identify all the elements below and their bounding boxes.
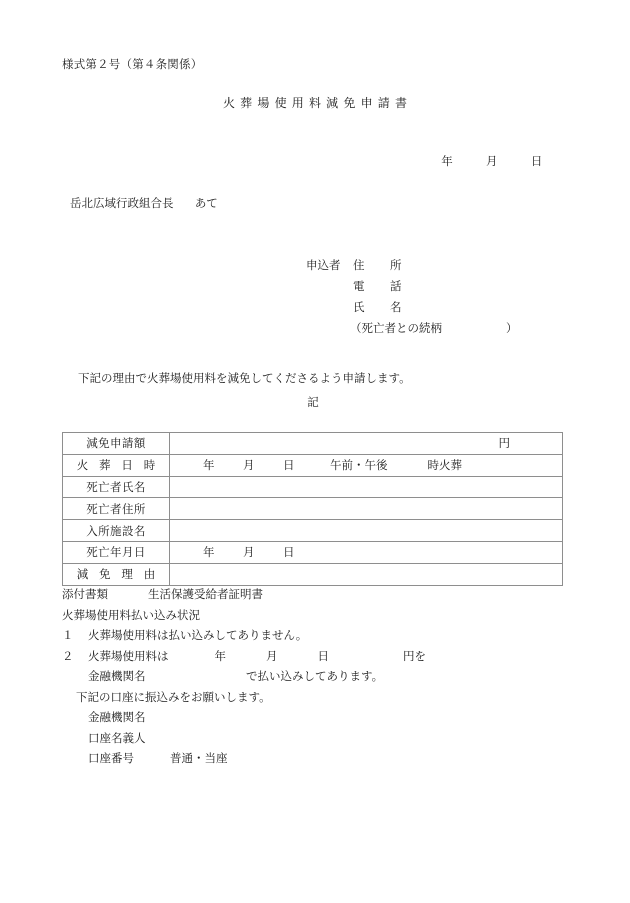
hour-label: 時火葬 (427, 458, 462, 473)
row-value-cell[interactable] (170, 498, 563, 520)
attachment-value: 生活保護受給者証明書 (148, 587, 263, 601)
table-body (63, 433, 563, 586)
month-label: 月 (243, 545, 255, 560)
table-row (63, 476, 563, 498)
transfer-request-line (62, 687, 426, 708)
table-row (63, 433, 563, 455)
form-code: 様式第２号（第４条関係） (62, 57, 203, 71)
year-label: 年 (203, 458, 215, 473)
row-value-cell[interactable] (170, 433, 563, 455)
cremation-datetime-group (170, 457, 323, 473)
death-date-group (170, 544, 323, 560)
payment-bank-label: 金融機関名 (88, 669, 146, 683)
account-holder-line[interactable] (62, 728, 426, 749)
yen-label: 円を (403, 648, 426, 663)
month-label: 月 (243, 458, 255, 473)
row-label-cell (63, 520, 170, 542)
item-text: 火葬場使用料は払い込みしてありません。 (88, 628, 308, 642)
payment-option-1[interactable] (62, 625, 426, 646)
row-label: 減 免 理 由 (76, 567, 159, 582)
relation-open-label: （死亡者との続柄 (350, 321, 442, 335)
month-label: 月 (266, 648, 278, 663)
row-label-cell (63, 454, 170, 476)
row-label-cell (63, 541, 170, 563)
day-label: 日 (283, 458, 295, 473)
transfer-request-text: 下記の口座に振込みをお願いします。 (76, 689, 271, 704)
row-label: 入所施設名 (86, 523, 146, 538)
item-number: １ (62, 628, 74, 642)
day-label: 日 (283, 545, 295, 560)
applicant-phone-row (306, 276, 518, 297)
yen-unit-label: 円 (498, 436, 510, 451)
year-label: 年 (214, 648, 226, 663)
row-label-cell (63, 433, 170, 455)
item-number: ２ (62, 648, 74, 663)
row-label-cell (63, 498, 170, 520)
applicant-relation-row (306, 318, 518, 339)
applicant-address-row (306, 255, 518, 276)
bank-name-label: 金融機関名 (88, 710, 146, 724)
ampm-label[interactable]: 午前・午後 (330, 458, 388, 473)
row-value-cell[interactable] (170, 520, 563, 542)
relation-close-label: ） (506, 321, 518, 335)
row-value-cell[interactable] (170, 563, 563, 585)
applicant-label: 申込者 (306, 258, 341, 272)
document-title: 火葬場使用料減免申請書 (222, 96, 413, 110)
table-row (63, 541, 563, 563)
date-line (0, 153, 568, 169)
row-label-cell (63, 563, 170, 585)
row-label: 減免申請額 (86, 436, 146, 451)
day-label: 日 (317, 648, 329, 663)
date-month-label: 月 (486, 154, 498, 168)
applicant-phone-label: 電 話 (353, 279, 409, 293)
date-year-label: 年 (441, 154, 453, 168)
attachment-label: 添付書類 (62, 587, 108, 601)
application-details-table (62, 432, 563, 586)
footer-notes (62, 584, 426, 769)
applicant-address-label: 住 所 (353, 258, 409, 272)
payment-option-2[interactable] (62, 646, 426, 667)
payment-bank-line (62, 666, 426, 687)
account-holder-label: 口座名義人 (88, 730, 146, 745)
row-value-cell[interactable] (170, 476, 563, 498)
applicant-block (306, 255, 518, 339)
row-value-cell[interactable] (170, 454, 563, 476)
account-number-label: 口座番号 (88, 751, 134, 765)
date-day-label: 日 (530, 154, 543, 168)
account-number-line[interactable] (62, 748, 426, 769)
addressee-organization: 岳北広域行政組合長 (70, 196, 174, 210)
applicant-relation-group (346, 318, 518, 339)
ki-mark: 記 (307, 395, 319, 409)
row-label: 火 葬 日 時 (76, 458, 159, 473)
item-prefix: 火葬場使用料は (88, 648, 169, 663)
row-label: 死亡者氏名 (86, 479, 146, 494)
year-label: 年 (203, 545, 215, 560)
attachment-line (62, 584, 426, 605)
addressee-suffix: あて (194, 196, 218, 210)
row-label-cell (63, 476, 170, 498)
applicant-name-label: 氏 名 (353, 300, 409, 314)
table-row (63, 520, 563, 542)
row-value-cell[interactable] (170, 541, 563, 563)
row-label: 死亡者住所 (86, 501, 146, 516)
payment-suffix: で払い込みしてあります。 (246, 669, 384, 683)
bank-name-line[interactable] (62, 707, 426, 728)
table-row (63, 563, 563, 585)
payment-status-heading: 火葬場使用料払い込み状況 (62, 607, 200, 622)
account-type-label[interactable]: 普通・当座 (170, 751, 228, 765)
table-row (63, 454, 563, 476)
addressee (70, 195, 218, 211)
applicant-name-row (306, 297, 518, 318)
request-sentence: 下記の理由で火葬場使用料を減免してくださるよう申請します。 (78, 371, 411, 385)
table-row (63, 498, 563, 520)
row-label: 死亡年月日 (86, 545, 146, 560)
